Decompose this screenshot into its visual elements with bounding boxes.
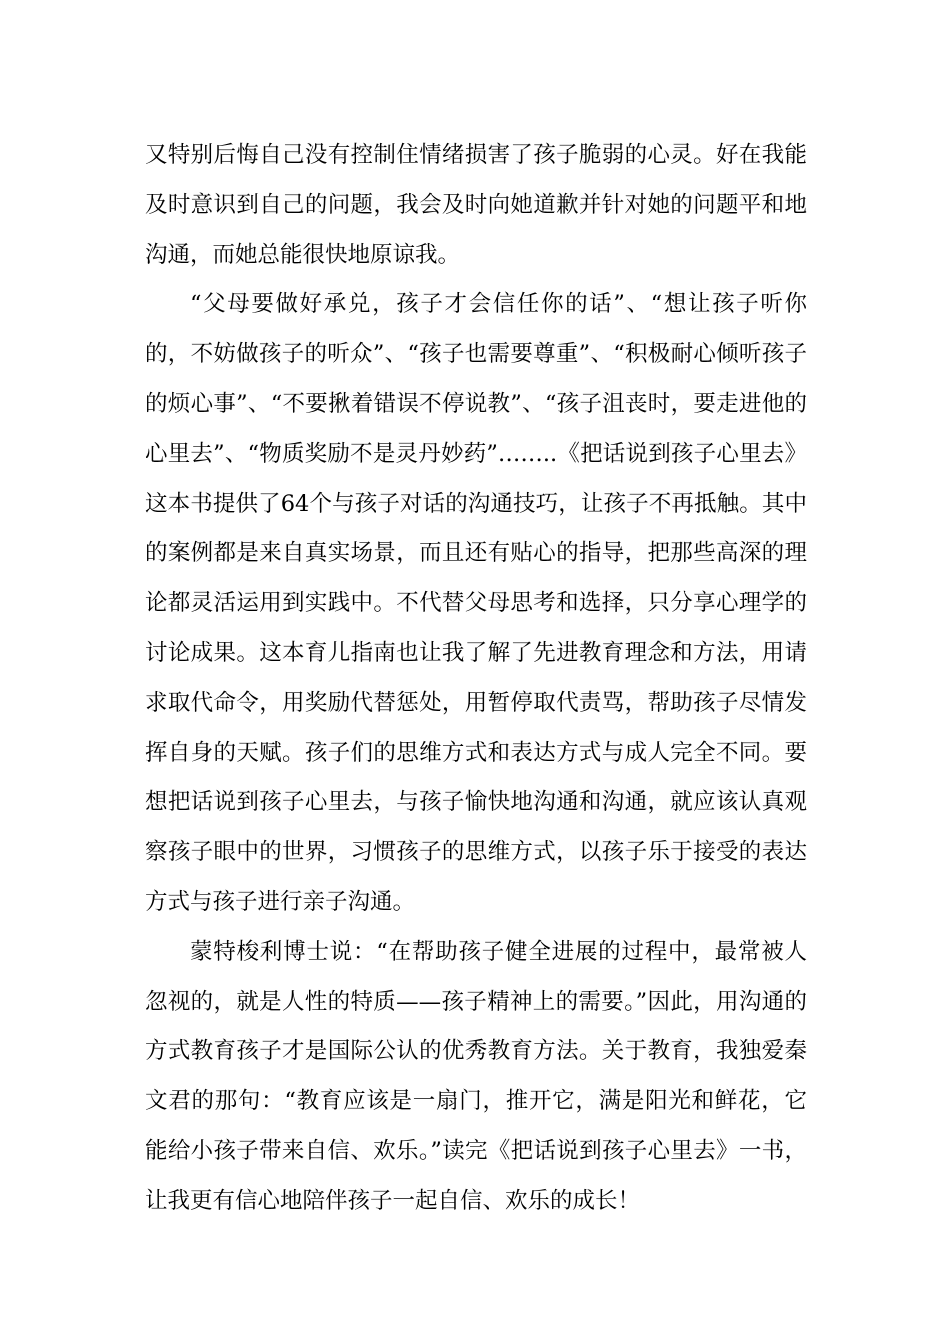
paragraph-2: “父母要做好承兑，孩子才会信任你的话”、“想让孩子听你的，不妨做孩子的听众”、“孩子也需要尊重”、“积极耐心倾听孩子的烦心事”、“不要揪着错误不停说教”、“孩子沮丧时，要走进他的心里去”、“物质奖励不是灵丹妙药”……..《把话说到孩子心里去》这本书提供了64个与孩子对话的沟通技巧，让孩子不再抵触。其中的案例都是来自真实场景，而且还有贴心的指导，把那些高深的理论都灵活运用到实践中。不代替父母思考和选择，只分享心理学的讨论成果。这本育儿指南也让我了解了先进教育理念和方法，用请求取代命令，用奖励代替惩处，用暂停取代责骂，帮助孩子尽情发挥自身的天赋。孩子们的思维方式和表达方式与成人完全不同。要想把话说到孩子心里去，与孩子愉快地沟通和沟通，就应该认真观察孩子眼中的世界，习惯孩子的思维方式，以孩子乐于接受的表达方式与孩子进行亲子沟通。 bbox=[145, 291, 807, 915]
paragraph-3: 蒙特梭利博士说：“在帮助孩子健全进展的过程中，最常被人忽视的，就是人性的特质——孩子精神上的需要。”因此，用沟通的方式教育孩子才是国际公认的优秀教育方法。关于教育，我独爱秦文君的那句：“教育应该是一扇门，推开它，满是阳光和鲜花，它能给小孩子带来自信、欢乐。”读完《把话说到孩子心里去》一书，让我更有信心地陪伴孩子一起自信、欢乐的成长！ bbox=[145, 938, 807, 1214]
paragraph-1: 又特别后悔自己没有控制住情绪损害了孩子脆弱的心灵。好在我能及时意识到自己的问题，我会及时向她道歉并针对她的问题平和地沟通，而她总能很快地原谅我。 bbox=[145, 142, 807, 268]
document-body bbox=[145, 131, 807, 1227]
